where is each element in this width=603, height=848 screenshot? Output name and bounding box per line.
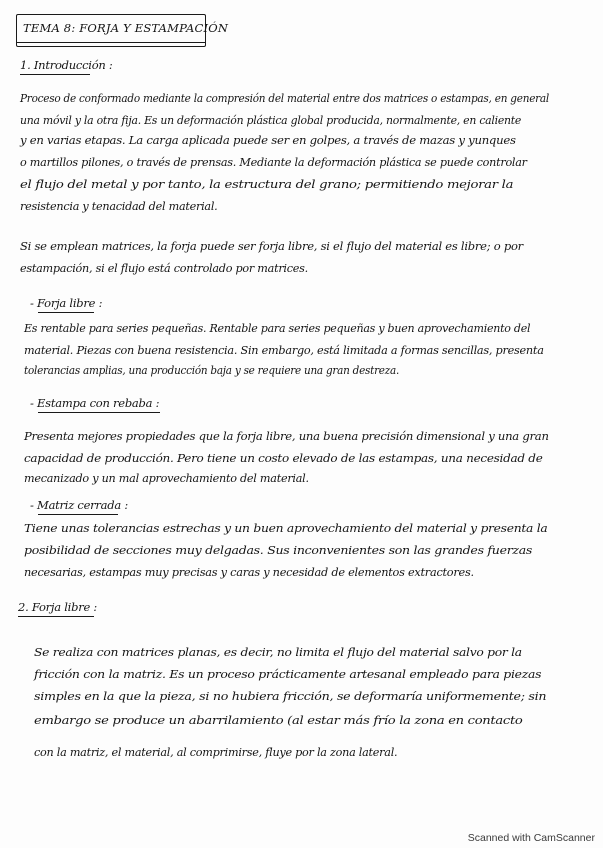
paragraph-line: Proceso de conformado mediante la compresión del material entre dos matrices o estampas, en general — [20, 92, 550, 105]
paragraph-line: y en varias etapas. La carga aplicada puede ser en golpes, a través de mazas y yunques — [20, 134, 516, 147]
paragraph-line: con la matriz, el material, al comprimirse, fluye por la zona lateral. — [34, 746, 398, 759]
heading-underline — [18, 616, 94, 617]
paragraph-line: Presenta mejores propiedades que la forja libre, una buena precisión dimensional y una gran — [24, 430, 549, 443]
paragraph-line: Tiene unas tolerancias estrechas y un buen aprovechamiento del material y presenta la — [24, 522, 548, 535]
paragraph-line: Se realiza con matrices planas, es decir, no limita el flujo del material salvo por la — [34, 646, 522, 659]
paragraph-line: o martillos pilones, o través de prensas. Mediante la deformación plástica se puede controlar — [20, 156, 527, 169]
paragraph-line: simples en la que la pieza, si no hubiera fricción, se deformaría uniformemente; sin — [34, 690, 547, 703]
title-box-rule — [16, 42, 206, 43]
paragraph-line: resistencia y tenacidad del material. — [20, 200, 218, 213]
paragraph-line: una móvil y la otra fija. Es un deformación plástica global producida, normalmente, en caliente — [20, 114, 522, 127]
page-title: TEMA 8: FORJA Y ESTAMPACIÓN — [23, 21, 229, 35]
section-heading-forja-libre: 2. Forja libre : — [18, 600, 98, 614]
heading-underline — [38, 312, 94, 313]
paragraph-line: estampación, si el flujo está controlado por matrices. — [20, 262, 308, 275]
heading-underline — [38, 514, 118, 515]
paragraph-line: capacidad de producción. Pero tiene un costo elevado de las estampas, una necesidad de — [24, 452, 543, 465]
paragraph-line: fricción con la matriz. Es un proceso prácticamente artesanal empleado para piezas — [34, 668, 542, 681]
paragraph-line: Es rentable para series pequeñas. Rentable para series pequeñas y buen aprovechamiento del — [24, 322, 531, 335]
section-heading-introduction: 1. Introducción : — [20, 58, 113, 72]
paragraph-line: Si se emplean matrices, la forja puede ser forja libre, si el flujo del material es libre; o por — [20, 240, 523, 253]
subsection-heading-estampa-rebaba: - Estampa con rebaba : — [30, 396, 160, 410]
scanner-watermark: Scanned with CamScanner — [467, 832, 595, 844]
paragraph-line: necesarias, estampas muy precisas y caras y necesidad de elementos extractores. — [24, 566, 474, 579]
paragraph-line: tolerancias amplias, una producción baja y se requiere una gran destreza. — [24, 364, 400, 377]
paragraph-line: posibilidad de secciones muy delgadas. Sus inconvenientes son las grandes fuerzas — [24, 544, 533, 557]
subsection-heading-matriz-cerrada: - Matriz cerrada : — [30, 498, 129, 512]
heading-underline — [20, 74, 90, 75]
paragraph-line: el flujo del metal y por tanto, la estructura del grano; permitiendo mejorar la — [20, 178, 514, 191]
title-box — [16, 14, 229, 47]
subsection-heading-forja-libre: - Forja libre : — [30, 296, 103, 310]
paragraph-line: mecanizado y un mal aprovechamiento del material. — [24, 472, 309, 485]
heading-underline — [38, 412, 160, 413]
paragraph-line: embargo se produce un abarrilamiento (al estar más frío la zona en contacto — [34, 714, 523, 727]
paragraph-line: material. Piezas con buena resistencia. Sin embargo, está limitada a formas sencillas, presenta — [24, 344, 544, 357]
